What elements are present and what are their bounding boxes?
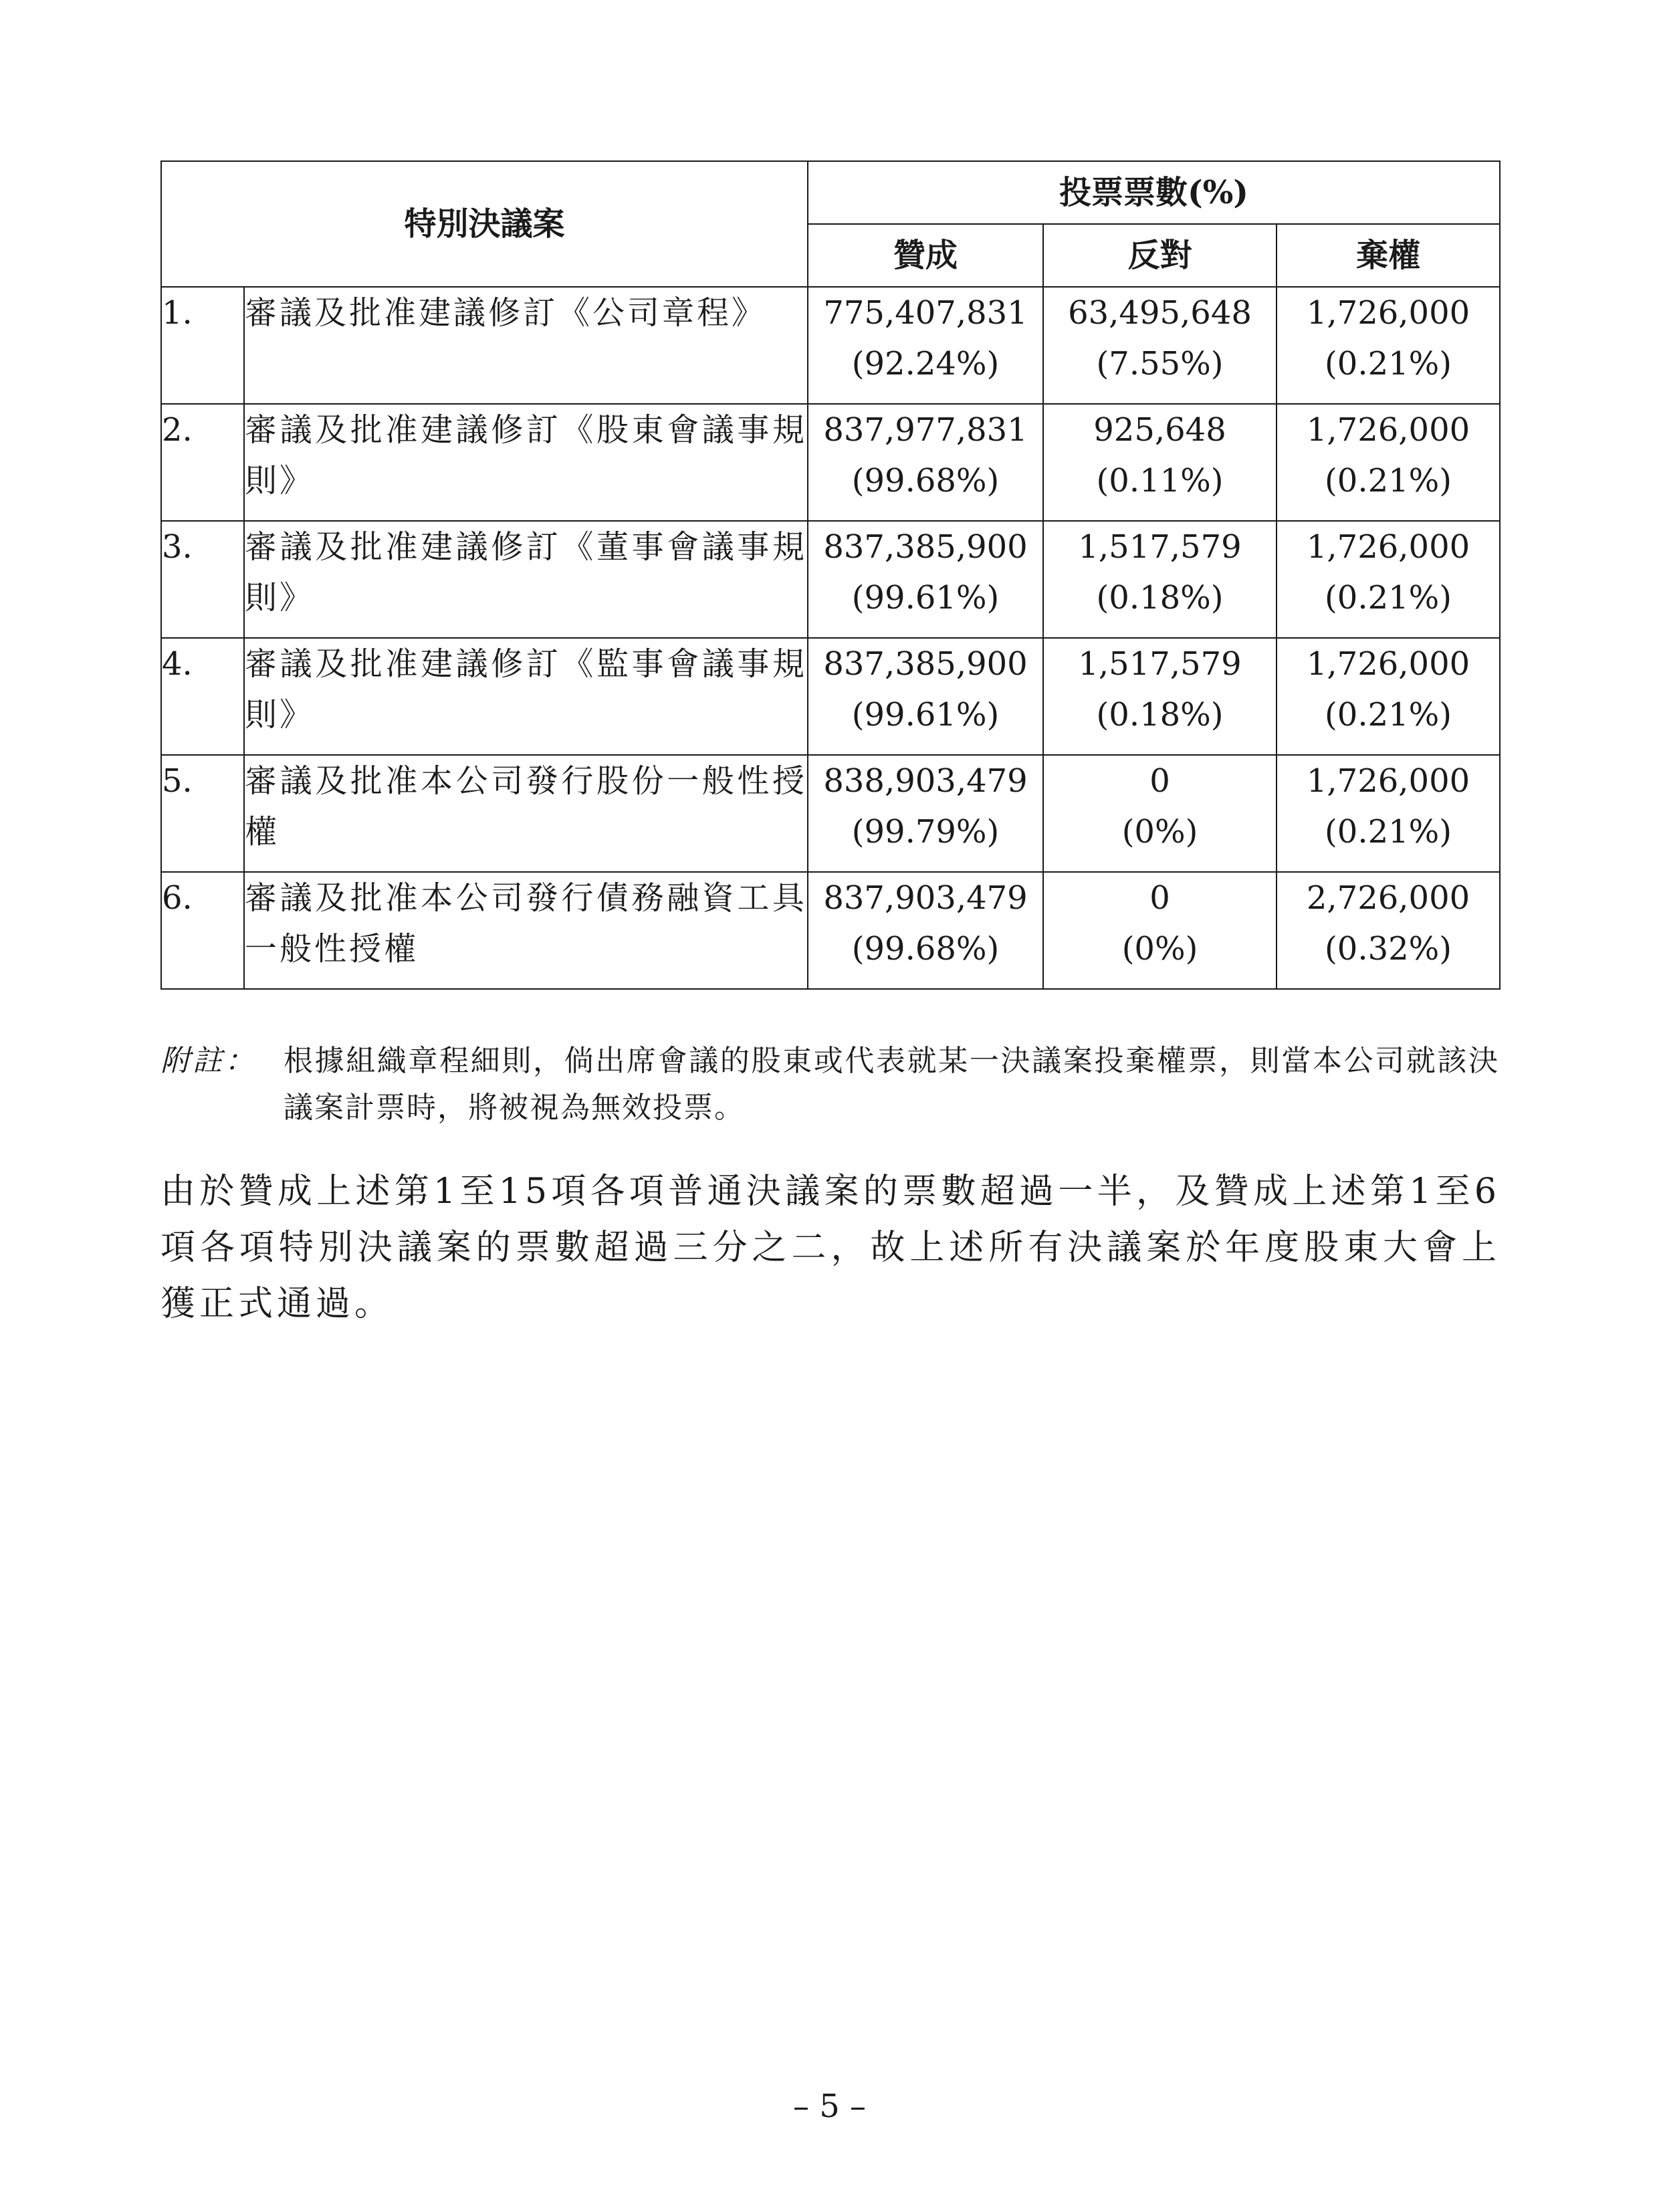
resolution-number: 2. — [161, 404, 244, 521]
resolution-description: 審議及批准本公司發行債務融資工具一般性授權 — [244, 872, 808, 989]
footnote-label: 附註： — [160, 1044, 257, 1078]
page-number: – 5 – — [792, 2088, 867, 2125]
resolution-number: 6. — [161, 872, 244, 989]
resolution-number: 3. — [161, 521, 244, 638]
resolution-description: 審議及批准建議修訂《監事會議事規則》 — [244, 638, 808, 755]
for-votes: 837,903,479 — [823, 879, 1028, 917]
resolution-number: 1. — [161, 287, 244, 404]
abstain-votes-cell — [1277, 521, 1500, 638]
table-row — [161, 287, 1500, 404]
abstain-percentage: (0.21%) — [1325, 345, 1452, 382]
against-votes-cell — [1043, 404, 1277, 521]
resolution-description: 審議及批准建議修訂《股東會議事規則》 — [244, 404, 808, 521]
resolution-description: 審議及批准建議修訂《公司章程》 — [244, 287, 808, 404]
abstain-votes-cell — [1277, 872, 1500, 989]
abstain-votes-cell — [1277, 755, 1500, 872]
for-votes: 837,385,900 — [823, 528, 1028, 566]
table-row — [161, 638, 1500, 755]
for-percentage: (92.24%) — [851, 345, 1000, 382]
resolution-title-header: 特別決議案 — [161, 161, 808, 287]
abstain-votes: 1,726,000 — [1306, 528, 1470, 566]
for-votes-cell — [808, 638, 1043, 755]
table-row — [161, 872, 1500, 989]
against-votes: 925,648 — [1093, 411, 1226, 449]
table-row — [161, 404, 1500, 521]
for-percentage: (99.79%) — [851, 813, 1000, 851]
against-percentage: (0.18%) — [1096, 579, 1224, 617]
for-percentage: (99.68%) — [851, 930, 1000, 968]
abstain-votes-cell — [1277, 404, 1500, 521]
against-votes-cell — [1043, 638, 1277, 755]
against-percentage: (0.18%) — [1096, 696, 1224, 734]
footnote-text: 根據組織章程細則，倘出席會議的股東或代表就某一決議案投棄權票，則當本公司就該決議案計票時，將被視為無效投票。 — [284, 1044, 1499, 1125]
table-row — [161, 755, 1500, 872]
resolution-description: 審議及批准本公司發行股份一般性授權 — [244, 755, 808, 872]
against-votes-cell — [1043, 872, 1277, 989]
for-votes-cell — [808, 872, 1043, 989]
against-percentage: (7.55%) — [1096, 345, 1224, 382]
abstain-percentage: (0.21%) — [1325, 462, 1452, 500]
abstain-percentage: (0.21%) — [1325, 579, 1452, 617]
abstain-votes: 1,726,000 — [1306, 411, 1470, 449]
abstain-votes-cell — [1277, 638, 1500, 755]
table-row — [161, 521, 1500, 638]
for-votes-cell — [808, 755, 1043, 872]
resolution-number: 5. — [161, 755, 244, 872]
against-votes: 0 — [1149, 879, 1170, 917]
against-votes: 63,495,648 — [1068, 294, 1252, 332]
for-percentage: (99.61%) — [851, 696, 1000, 734]
abstain-percentage: (0.32%) — [1325, 930, 1452, 968]
abstain-percentage: (0.21%) — [1325, 696, 1452, 734]
abstain-votes: 1,726,000 — [1306, 645, 1470, 683]
special-resolutions-vote-table — [160, 160, 1501, 990]
against-percentage: (0%) — [1121, 930, 1198, 968]
for-votes-cell — [808, 521, 1043, 638]
against-header: 反對 — [1043, 224, 1277, 287]
votes-group-header: 投票票數(%) — [808, 161, 1500, 224]
against-votes: 1,517,579 — [1078, 645, 1242, 683]
against-votes-cell — [1043, 755, 1277, 872]
against-percentage: (0%) — [1121, 813, 1198, 851]
abstain-votes: 2,726,000 — [1306, 879, 1470, 917]
for-votes: 837,385,900 — [823, 645, 1028, 683]
against-votes-cell — [1043, 521, 1277, 638]
for-votes-cell — [808, 287, 1043, 404]
abstain-votes-cell — [1277, 287, 1500, 404]
for-votes: 775,407,831 — [823, 294, 1028, 332]
against-votes: 0 — [1149, 762, 1170, 800]
against-percentage: (0.11%) — [1096, 462, 1224, 500]
against-votes: 1,517,579 — [1078, 528, 1242, 566]
for-votes: 838,903,479 — [823, 762, 1028, 800]
abstain-votes: 1,726,000 — [1306, 294, 1470, 332]
for-percentage: (99.61%) — [851, 579, 1000, 617]
for-votes: 837,977,831 — [823, 411, 1028, 449]
for-percentage: (99.68%) — [851, 462, 1000, 500]
abstain-header: 棄權 — [1277, 224, 1500, 287]
for-header: 贊成 — [808, 224, 1043, 287]
resolution-description: 審議及批准建議修訂《董事會議事規則》 — [244, 521, 808, 638]
for-votes-cell — [808, 404, 1043, 521]
abstain-percentage: (0.21%) — [1325, 813, 1452, 851]
resolution-number: 4. — [161, 638, 244, 755]
abstain-votes: 1,726,000 — [1306, 762, 1470, 800]
conclusion-paragraph: 由於贊成上述第1至15項各項普通決議案的票數超過一半，及贊成上述第1至6項各項特別決議案的票數超過三分之二，故上述所有決議案於年度股東大會上獲正式通過。 — [160, 1172, 1501, 1324]
against-votes-cell — [1043, 287, 1277, 404]
